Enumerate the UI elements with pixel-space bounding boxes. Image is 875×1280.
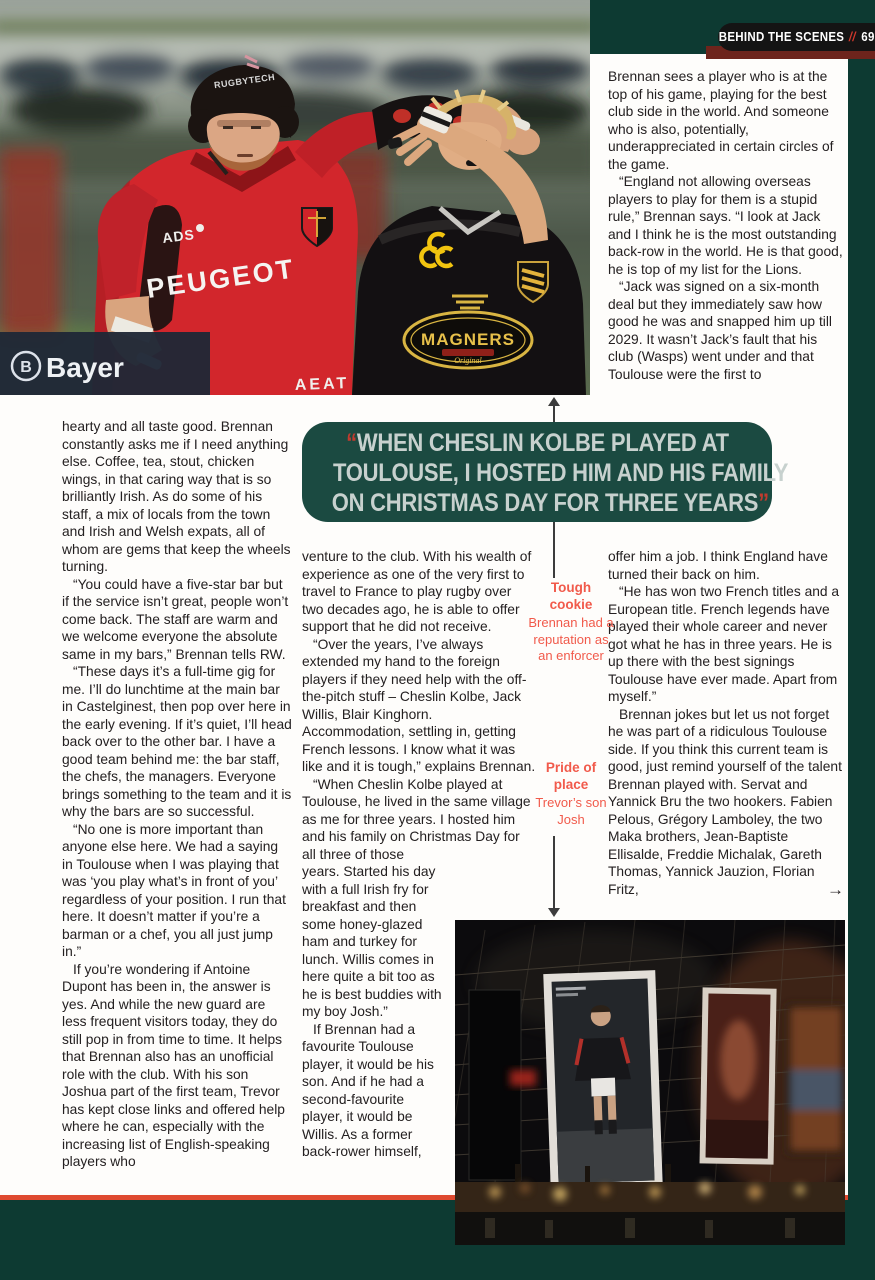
magners-sub-text: Original (454, 356, 482, 365)
arrow-down-icon (548, 908, 560, 917)
quote-line-2: TOULOUSE, I HOSTED HIM AND HIS FAMILY (333, 459, 789, 487)
bottom-photo-illustration (455, 920, 845, 1245)
column-right-bottom (608, 548, 846, 898)
paragraph: “You could have a five-star bar but if the service isn’t great, people won’t come back. The staff are warm and we welcome everyone the absolute same in my bars,” Brennan tells RW. (62, 576, 289, 662)
jersey-sponsor-magners: MAGNERS (421, 330, 515, 349)
section-badge-label: BEHIND THE SCENES (718, 30, 845, 44)
caption-text: Brennan had a reputation as an enforcer (528, 615, 614, 663)
caption-title: Pride of place (545, 760, 597, 792)
paragraph: offer him a job. I think England have turned their back on him. (608, 549, 828, 582)
paragraph: “Over the years, I’ve always extended my hand to the foreign players if they need help with the off-the-pitch stuff – Cheslin Kolbe, Jack Willis, Blair Kinghorn. Accommodation, settling in, getting French lessons. I know what it was like and it is tough,” explains Brennan. (302, 636, 536, 774)
bottom-photo (455, 920, 845, 1245)
column-right-top (608, 68, 846, 383)
quote-line-3: ON CHRISTMAS DAY FOR THREE YEARS (331, 489, 759, 517)
badge-slashes-icon: // (848, 30, 856, 44)
ad-board-bayer (0, 332, 210, 395)
pull-quote (302, 422, 789, 522)
headgear-brand-text: RUGBYTECH (213, 71, 276, 91)
paragraph: Brennan jokes but let us not forget he was part of a ridiculous Toulouse side. If you think this current team is good, just remind yourself of the talent Brennan played with. Servat and Yannick Bru the two hookers. Fabien Pelous, Grégory Lamboley, the two Maka brothers, Jean-Baptiste Ellisalde, Freddie Michalak, Gareth Thomas, Yannick Jauzion, Florian Fritz, (608, 706, 842, 897)
column-left (62, 418, 292, 1171)
screen-right (787, 1004, 845, 1154)
magners-logo (404, 312, 532, 368)
jersey-sponsor-peugeot: PEUGEOT (144, 253, 297, 304)
caption-title: Tough cookie (549, 580, 593, 612)
continuation-arrow-icon: → (827, 879, 844, 899)
framed-player-poster (543, 970, 663, 1192)
bayer-circle-b: B (20, 359, 32, 376)
paragraph: “He has won two French titles and a European title. French legends have played their whole career and never got what he has in three years. He is up there with the best signings Toulouse have ever made. Apart from myself.” (608, 584, 840, 704)
paragraph: years. Started his day with a full Irish fry for breakfast and then some honey-glazed ham and turkey for lunch. Willis comes in here quite a bit too as he is best buddies with my boy Josh.” (302, 864, 442, 1019)
paragraph: If you’re wondering if Antoine Dupont has been in, the answer is yes. And while the new guard are less frequent visitors today, they do still pop in from time to time. It helps that Brennan also has an unofficial role with the club. With his son Joshua part of the first team, Trevor has kept close links and offered help where he can, especially with the increasing list of English-speaking players who (62, 961, 285, 1169)
connector-line-bottom (553, 836, 555, 908)
paragraph: “These days it’s a full-time gig for me. I’ll do lunchtime at the main bar in Castelginest, then pop over here in the early evening. If it’s quiet, I’ll head back over to the other bar. I have a good team behind me: the bar staff, the chefs, the managers. Everyone brings something to the team and it is why the bars are so successful. (62, 664, 292, 819)
paragraph: Brennan sees a player who is at the top of his game, playing for the best club side in the world. And someone who is also, potentially, underappreciated in certain circles of the game. (608, 69, 834, 172)
jersey-sponsor-ads: ADS (161, 226, 196, 246)
quote-line-1: WHEN CHESLIN KOLBE PLAYED AT (356, 429, 729, 457)
section-badge (718, 23, 875, 51)
column-middle-full (302, 548, 536, 863)
caption-pride-of-place (526, 760, 616, 828)
main-photo-illustration (0, 0, 590, 395)
caption-text: Trevor’s son Josh (535, 795, 607, 827)
main-photo (0, 0, 590, 395)
column-middle-narrow (302, 863, 448, 1161)
ad-board-text: Bayer (46, 352, 124, 383)
paragraph: “Jack was signed on a six-month deal but they immediately saw how good he was and snapped him up till 2029. It wasn’t Jack’s fault that his club (Wasps) went under and that Toulouse were the first to (608, 279, 832, 382)
connector-line-middle (553, 522, 555, 578)
paragraph: “When Cheslin Kolbe played at Toulouse, he lived in the same village as me for three years. I hosted him and his family on Christmas Day for all three of those (302, 776, 531, 862)
framed-poster-right (700, 987, 777, 1164)
connector-line-top (553, 405, 555, 422)
page-number: 69 (861, 30, 875, 44)
paragraph: “No one is more important than anyone else here. We had a saying in Toulouse when I was playing that was ‘you play what’s in front of you’ regardless of your position. I run that here. It doesn’t matter if you’re a barman or a chef, you all just jump in.” (62, 821, 286, 959)
quote-close-mark: ” (758, 489, 769, 517)
paragraph: hearty and all taste good. Brennan constantly asks me if I need anything else. Coffee, tea, stout, chicken wings, in that caring way that is so brilliantly Irish. As do some of his staff, a mix of locals from the town and Irish and Welsh expats, all of whom are gems that keep the wheels turning. (62, 419, 291, 574)
shorts-text: AEAT (294, 375, 350, 394)
caption-tough-cookie (526, 580, 616, 665)
paragraph: venture to the club. With his wealth of experience as one of the very first to travel to France to play rugby over two decades ago, he is able to offer support that he did not receive. (302, 549, 532, 634)
paragraph: “England not allowing overseas players to play for them is a stupid rule,” Brennan says. “I look at Jack and I think he is the most outstanding back-row in the world. He is that good, he is top of my list for the Lions. (608, 174, 843, 277)
paragraph: If Brennan had a favourite Toulouse player, it would be his son. And if he had a second-favourite player, it would be Willis. As a former back-rower himself, (302, 1021, 434, 1159)
quote-open-mark: “ (345, 429, 357, 457)
